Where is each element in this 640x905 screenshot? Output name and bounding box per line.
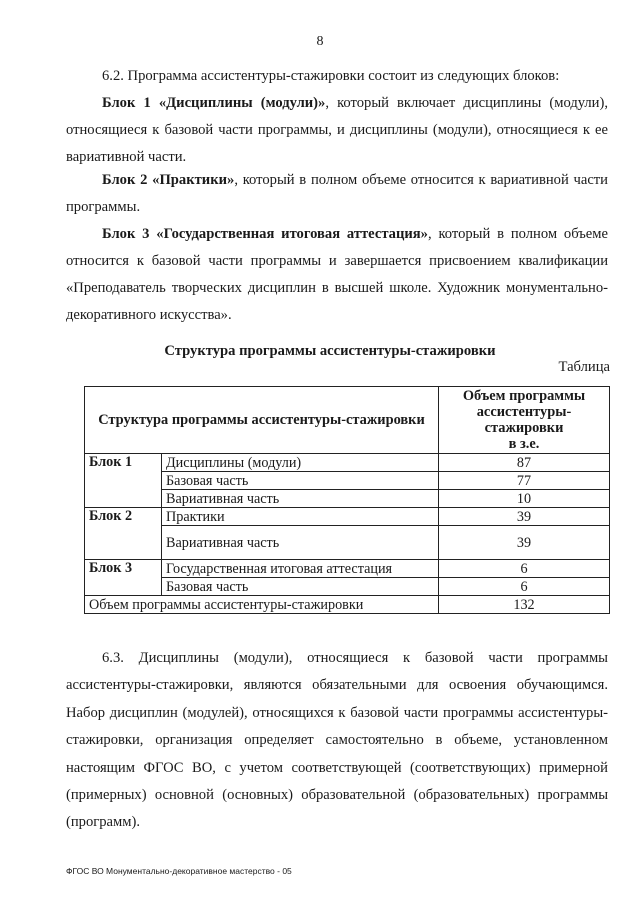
- block-3-heading: Блок 3 «Государственная итоговая аттестация»: [102, 226, 428, 242]
- table-row: [85, 472, 610, 490]
- table-title: Структура программы ассистентуры-стажировки: [164, 343, 496, 359]
- paragraph-6-3: 6.3. Дисциплины (модули), относящиеся к базовой части программы ассистентуры-стажировки, являются обязательными для освоения обучающимся. Набор дисциплин (модулей), относящихся к базовой части программы ассистентуры-стажировки, организация определяет самостоятельно в объеме, установленном настоящим ФГОС ВО, с учетом соответствующей (соответствующих) примерной (примерных) основной (основных) образовательной (образовательных) программы (программ).: [66, 650, 608, 831]
- paragraph-block-2: [66, 167, 608, 221]
- block-2-variable: Вариативная часть: [162, 526, 439, 560]
- block-1-heading: Блок 1 «Дисциплины (модули)»: [102, 95, 326, 111]
- block-2-title-value: 39: [439, 508, 610, 526]
- table-label: Таблица: [558, 359, 610, 375]
- table-total-row: [85, 596, 610, 614]
- block-2-text: , который в полном объеме относится к вариативной части программы.: [66, 172, 608, 215]
- total-label: Объем программы ассистентуры-стажировки: [85, 596, 439, 614]
- header-volume: [439, 387, 610, 454]
- table-row: [85, 508, 610, 526]
- header-volume-unit: в з.е.: [508, 436, 540, 452]
- paragraph-block-1: [66, 90, 608, 171]
- block-2-label: Блок 2: [85, 508, 162, 560]
- block-1-variable: Вариативная часть: [162, 490, 439, 508]
- total-value: 132: [439, 596, 610, 614]
- page-number: 8: [316, 34, 324, 49]
- block-1-base: Базовая часть: [162, 472, 439, 490]
- paragraph-block-3: [66, 221, 608, 329]
- paragraph-6-2: 6.2. Программа ассистентуры-стажировки состоит из следующих блоков:: [102, 68, 560, 84]
- table-row: [85, 560, 610, 578]
- block-1-title: Дисциплины (модули): [162, 454, 439, 472]
- structure-table: [84, 386, 610, 614]
- block-1-base-value: 77: [439, 472, 610, 490]
- block-2-heading: Блок 2 «Практики»: [102, 172, 235, 188]
- table-row: [85, 490, 610, 508]
- block-1-label: Блок 1: [85, 454, 162, 508]
- block-1-variable-value: 10: [439, 490, 610, 508]
- table-row: [85, 526, 610, 560]
- block-3-base: Базовая часть: [162, 578, 439, 596]
- block-1-text: , который включает дисциплины (модули), относящиеся к базовой части программы, и дисциплины (модули), относящиеся к ее вариативной части.: [66, 95, 609, 165]
- block-3-label: Блок 3: [85, 560, 162, 596]
- table-row: [85, 578, 610, 596]
- block-2-title: Практики: [162, 508, 439, 526]
- table-row: [85, 454, 610, 472]
- footer-note: ФГОС ВО Монументально-декоративное мастерство - 05: [66, 866, 292, 876]
- block-3-title-value: 6: [439, 560, 610, 578]
- header-structure: Структура программы ассистентуры-стажировки: [85, 387, 439, 454]
- block-3-title: Государственная итоговая аттестация: [162, 560, 439, 578]
- block-3-text: , который в полном объеме относится к базовой части программы и завершается присвоением квалификации «Преподаватель творческих дисциплин в высшей школе. Художник монументально-декоративного искусства».: [66, 226, 608, 323]
- block-2-variable-value: 39: [439, 526, 610, 560]
- block-3-base-value: 6: [439, 578, 610, 596]
- block-1-title-value: 87: [439, 454, 610, 472]
- header-volume-title: Объем программы ассистентуры-стажировки: [462, 388, 586, 436]
- table-header-row: [85, 387, 610, 454]
